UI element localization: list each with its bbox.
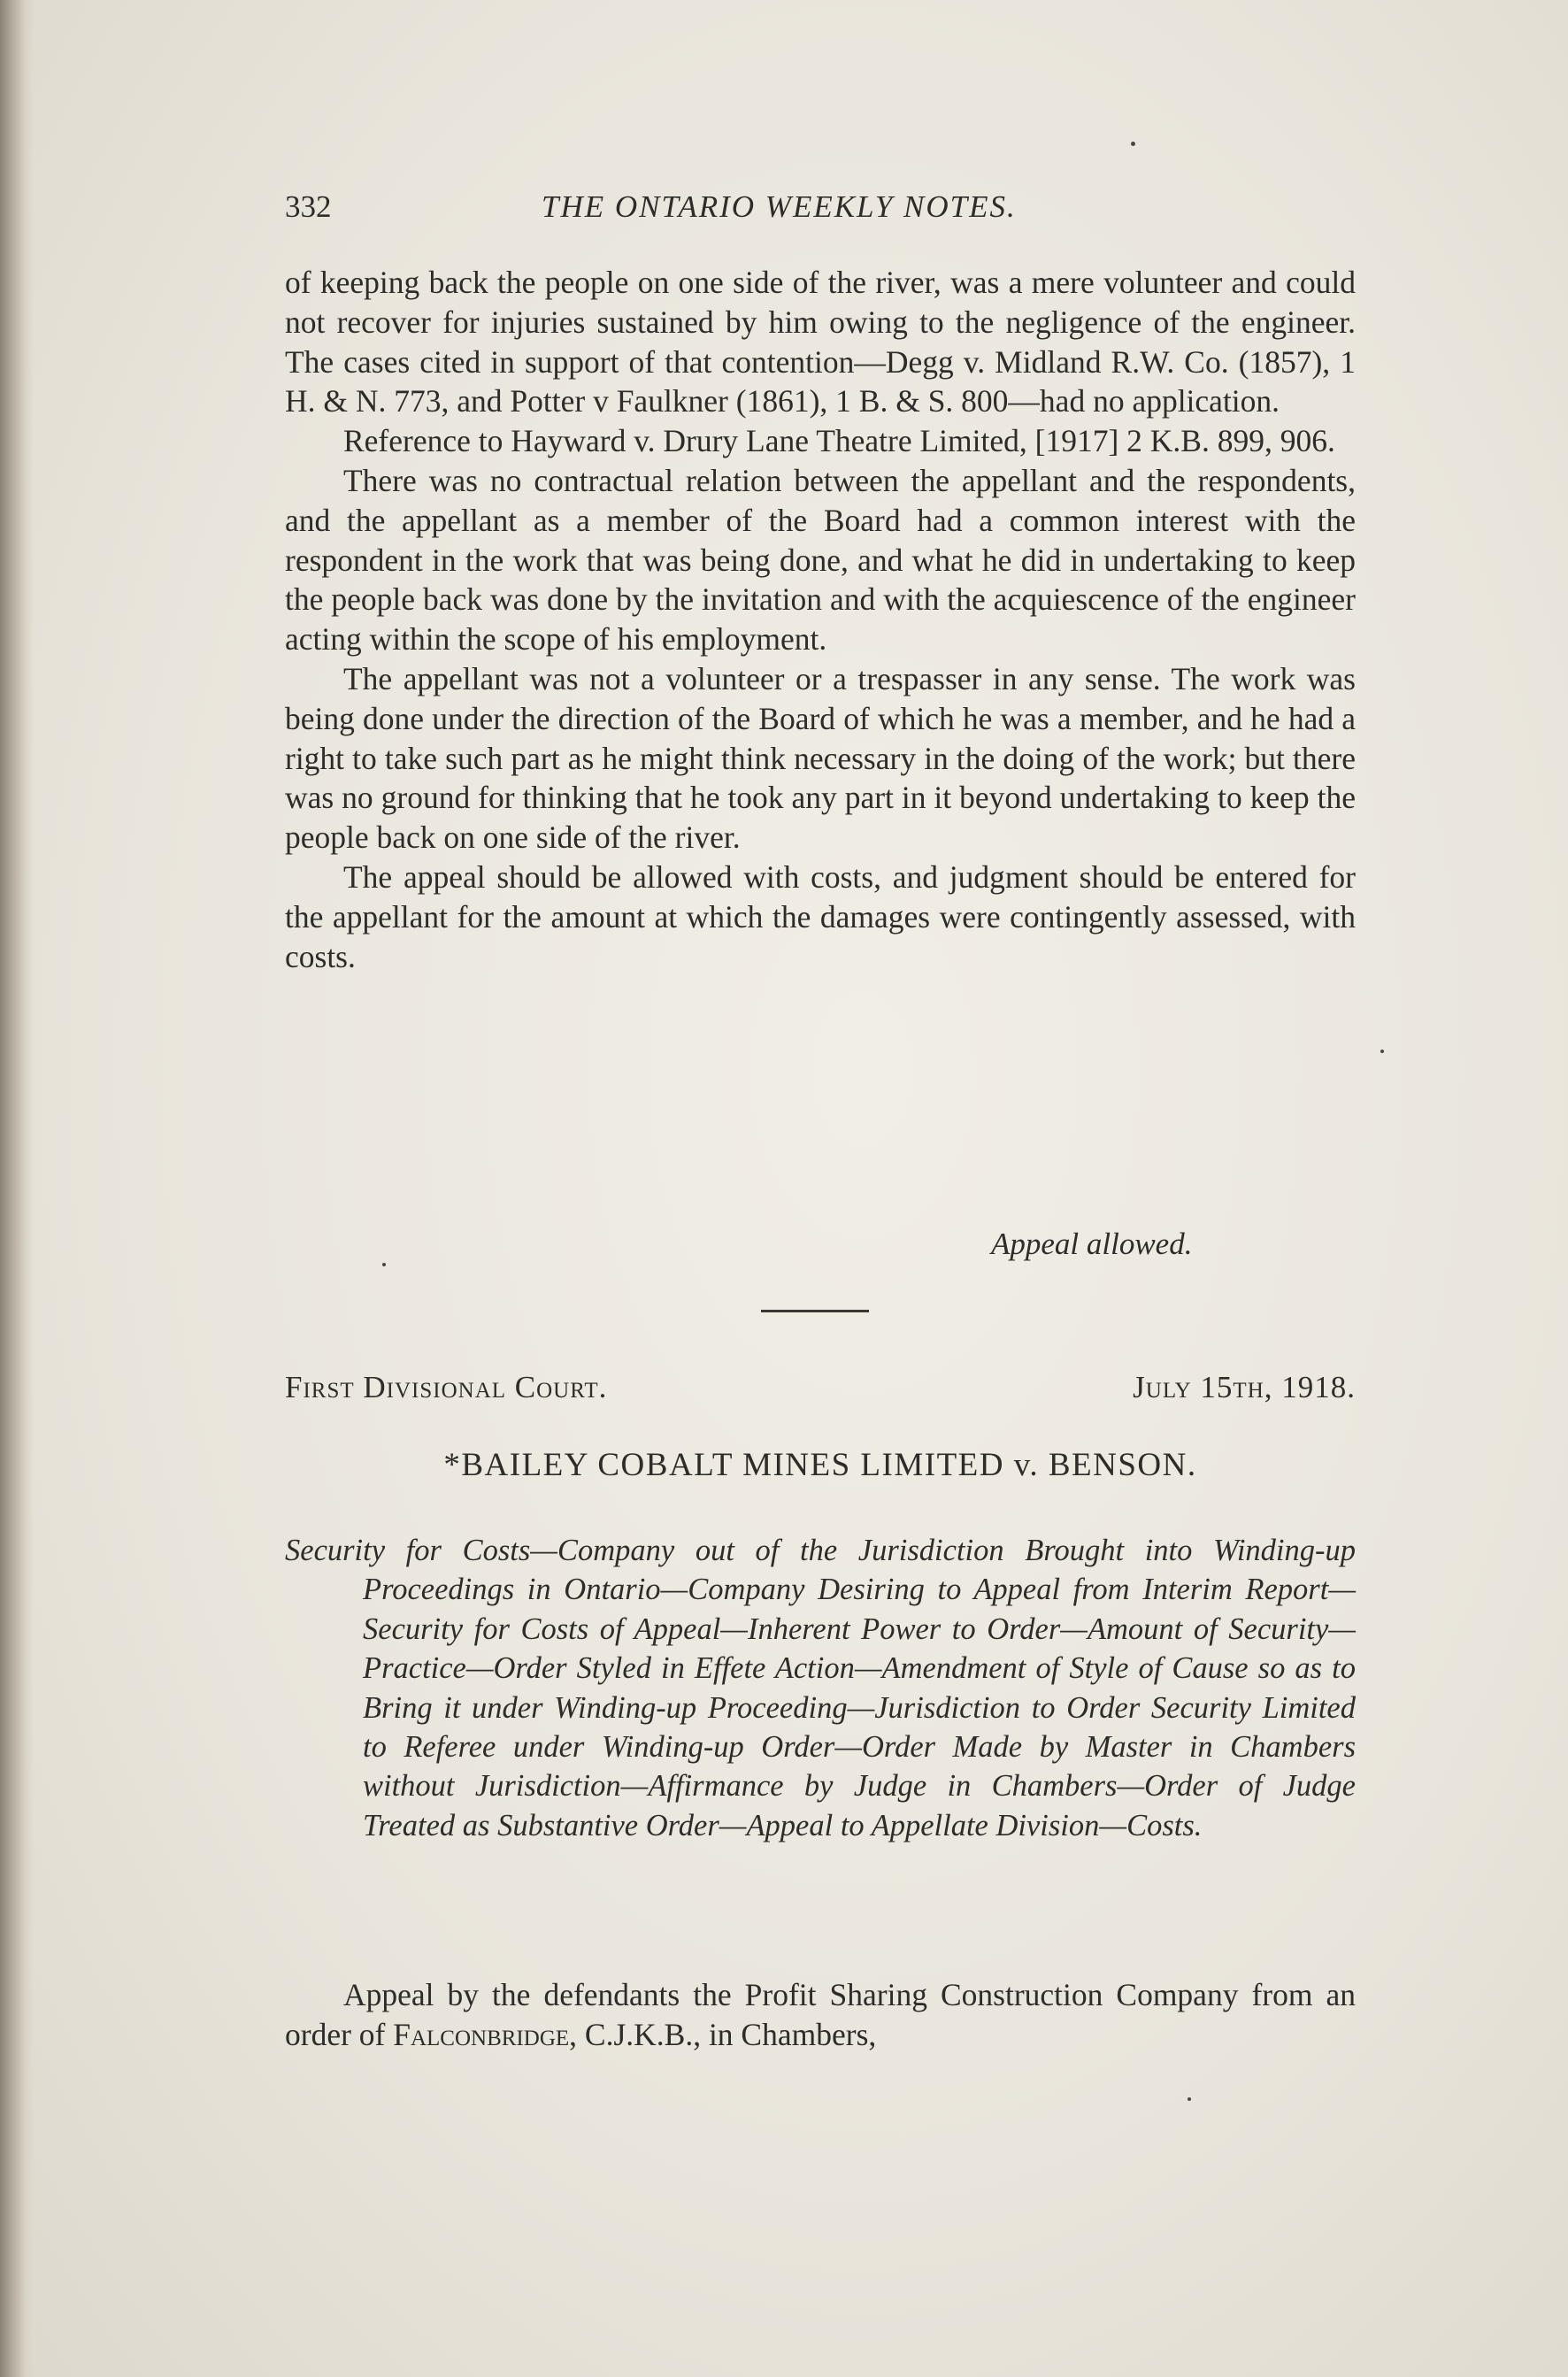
- case-title: *BAILEY COBALT MINES LIMITED v. BENSON.: [443, 1447, 1197, 1483]
- paper-speck: [1131, 142, 1135, 146]
- disposition: Appeal allowed.: [991, 1227, 1193, 1261]
- running-head: [285, 182, 1356, 232]
- paper-speck: [1380, 1050, 1384, 1053]
- appeal-paragraph: [285, 1975, 1356, 2055]
- paper-speck: [382, 1263, 386, 1266]
- paragraph: The appeal should be allowed with costs, and judgment should be entered for the appellant for the amount at which the damages were contingently assessed, with costs.: [285, 858, 1356, 974]
- appeal-tail: , C.J.K.B., in Chambers,: [569, 2016, 877, 2052]
- book-spine-shadow: [0, 0, 34, 2377]
- page-number: 332: [285, 189, 332, 224]
- paragraph: of keeping back the people on one side of the river, was a mere volunteer and could not recover for injuries sustained by him owing to the negligence of the engineer. The cases cited in support of that contention—Degg v. Midland R.W. Co. (1857), 1 H. & N. 773, and Potter v Faulkner (1861), 1 B. & S. 800—had no application.: [285, 265, 1356, 419]
- judge-name: Falconbridge: [393, 2016, 570, 2052]
- paragraph: The appellant was not a volunteer or a trespasser in any sense. The work was being done under the direction of the Board of which he was a member, and he had a right to take such part as he might think necessary in the doing of the work; but there was no ground for thinking that he took any part in it beyond undertaking to keep the people back on one side of the river.: [285, 660, 1356, 856]
- body-text: [285, 263, 1356, 976]
- section-divider: [761, 1310, 869, 1312]
- journal-title: THE ONTARIO WEEKLY NOTES.: [542, 189, 1017, 224]
- paper-speck: [1188, 2097, 1191, 2101]
- paragraph: There was no contractual relation between the appellant and the respondents, and the appellant as a member of the Board had a common interest with the respondent in the work that was being done, and what he did in undertaking to keep the people back was done by the invitation and with the acquiescence of the engineer acting within the scope of his employment.: [285, 462, 1356, 658]
- headnote: Security for Costs—Company out of the Jurisdiction Brought into Winding-up Proceedings in Ontario—Company Desiring to Appeal from Interim Report—Security for Costs of Appeal—Inherent Power to Order—Amount of Security—Practice—Order Styled in Effete Action—Amendment of Style of Cause so as to Bring it under Winding-up Proceeding—Jurisdiction to Order Security Limited to Referee under Winding-up Order—Order Made by Master in Chambers without Jurisdiction—Affirmance by Judge in Chambers—Order of Judge Treated as Substantive Order—Appeal to Appellate Division—Costs.: [285, 1534, 1356, 1842]
- decision-date: July 15th, 1918.: [1133, 1370, 1356, 1404]
- appeal-intro: Appeal by the defendants the Profit Sharing Construction Company from an order of: [285, 1977, 1356, 2052]
- paragraph: Reference to Hayward v. Drury Lane Theatre Limited, [1917] 2 K.B. 899, 906.: [343, 423, 1335, 459]
- court-name: First Divisional Court.: [285, 1370, 608, 1404]
